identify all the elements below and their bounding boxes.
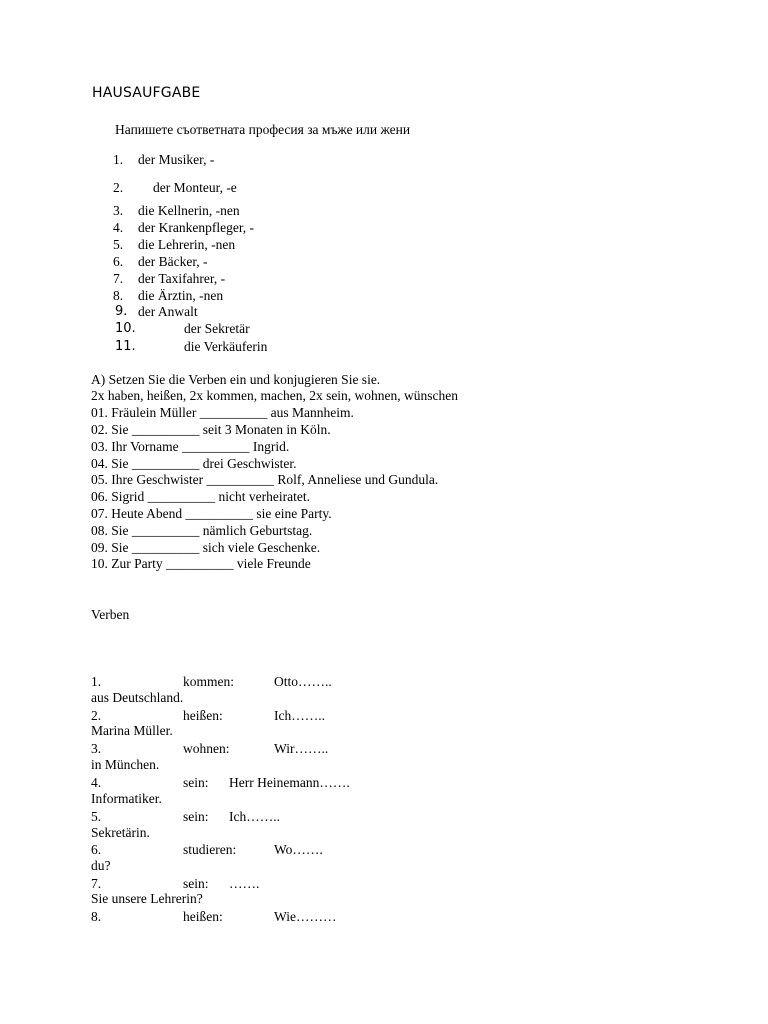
exercise-sentence: 01. Fräulein Müller __________ aus Mannheim. <box>91 405 354 420</box>
exercise-sentence: 05. Ihre Geschwister __________ Rolf, Anneliese und Gundula. <box>91 472 439 487</box>
verb-exercise-continuation: in München. <box>91 757 160 772</box>
verb-exercise-continuation: du? <box>91 858 111 873</box>
exercise-sentence: 07. Heute Abend __________ sie eine Party. <box>91 506 332 521</box>
verb-exercise-continuation: aus Deutschland. <box>91 690 184 705</box>
exercise-sentence: 02. Sie __________ seit 3 Monaten in Köln. <box>91 422 331 437</box>
exercise-sentence: 10. Zur Party __________ viele Freunde <box>91 556 311 571</box>
verb-exercise-continuation: Sekretärin. <box>91 825 150 840</box>
exercise-sentence: 08. Sie __________ nämlich Geburtstag. <box>91 523 313 538</box>
page-title: HAUSAUFGABE <box>92 85 201 101</box>
task2-heading: A) Setzen Sie die Verben ein und konjugieren Sie sie. <box>91 372 381 387</box>
exercise-sentence: 03. Ihr Vorname __________ Ingrid. <box>91 439 290 454</box>
exercise-sentence: 09. Sie __________ sich viele Geschenke. <box>91 540 321 555</box>
task3-heading: Verben <box>91 607 130 622</box>
verb-exercise-continuation: Marina Müller. <box>91 723 173 738</box>
document-page: HAUSAUFGABE Напишете съответната професия за мъже или жени 1. der Musiker, - 2. der Monteur, -e 3. die Kellnerin, -nen 4. der Krankenpfleger, - 5. die Lehrerin, -nen 6. der Bäcker, - 7. der Taxifahrer, - 8. die Ärztin, -nen 9. der Anwalt 10. der Sekretär 11. die Verkäuferin A) Setzen Sie die Verben ein und konjugieren Sie sie. 2x haben, heißen, 2x kommen, machen, 2x sein, wohnen, wünschen 01. Fräulein Müller __________ aus Mannheim. 02. Sie __________ seit 3 Monaten in Köln. 03. Ihr Vorname __________ Ingrid. 04. Sie __________ drei Geschwister. 05. Ihre Geschwister __________ Rolf, Anneliese und Gundula. 06. Sigrid __________ nicht verheiratet. 07. Heute Abend __________ sie eine Party. 08. Sie __________ nämlich Geburtstag. 09. Sie __________ sich viele Geschenke. 10. Zur Party __________ viele Freunde Verben 1. kommen: Otto…….. aus Deutschland. 2. heißen: Ich…….. Marina Müller. 3. wohnen: Wir…….. in München. 4. sein: Herr Heinemann……. Informatiker. 5. sein: Ich…….. Sekretärin. 6. studieren: Wo……. du? 7. sein: ……. Sie unsere Lehrerin? 8. heißen: Wie……… <box>91 85 459 924</box>
verb-exercise-continuation: Informatiker. <box>91 791 162 806</box>
verb-exercise-continuation: Sie unsere Lehrerin? <box>91 891 203 906</box>
task2-verb-list: 2x haben, heißen, 2x kommen, machen, 2x sein, wohnen, wünschen <box>91 388 459 403</box>
task1-instruction: Напишете съответната професия за мъже или жени <box>115 122 411 137</box>
exercise-sentence: 06. Sigrid __________ nicht verheiratet. <box>91 489 310 504</box>
exercise-sentence: 04. Sie __________ drei Geschwister. <box>91 456 297 471</box>
